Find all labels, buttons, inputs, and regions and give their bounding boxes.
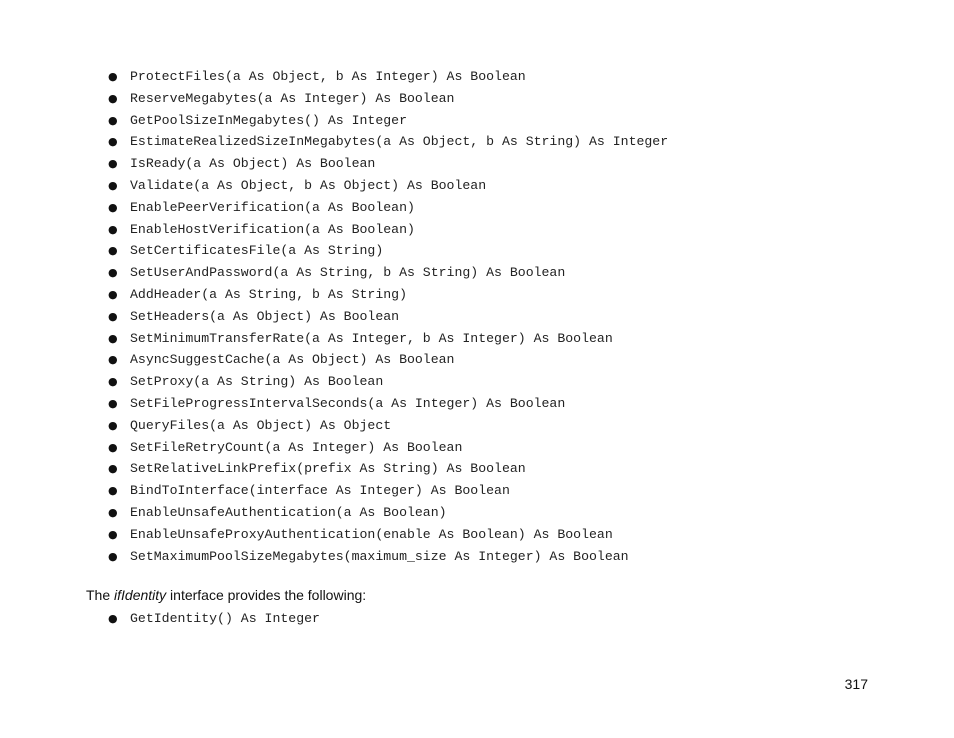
method-signature: AddHeader(a As String, b As String)	[130, 286, 407, 302]
bullet-icon: ●	[108, 505, 118, 519]
list-item	[106, 88, 668, 110]
method-signature: SetProxy(a As String) As Boolean	[130, 374, 384, 390]
method-list	[106, 66, 668, 567]
bullet-icon: ●	[108, 244, 118, 258]
list-item	[106, 371, 668, 393]
intro-prefix: The	[86, 587, 115, 603]
method-signature: EnableUnsafeAuthentication(a As Boolean)	[130, 504, 447, 520]
page-number: 317	[844, 676, 868, 692]
list-item	[106, 437, 668, 459]
list-item	[106, 131, 668, 153]
bullet-icon: ●	[108, 309, 118, 323]
bullet-icon: ●	[108, 418, 118, 432]
list-item	[106, 328, 668, 350]
list-item	[106, 110, 668, 132]
list-item	[106, 306, 668, 328]
list-item	[106, 66, 668, 88]
bullet-icon: ●	[108, 612, 118, 625]
bullet-icon: ●	[108, 287, 118, 301]
method-signature: GetIdentity() As Integer	[130, 611, 320, 626]
method-signature: QueryFiles(a As Object) As Object	[130, 417, 392, 433]
list-item	[106, 153, 668, 175]
bullet-icon: ●	[108, 266, 118, 280]
interface-name: ifIdentity	[114, 587, 167, 603]
list-item	[106, 524, 668, 546]
method-signature: EnableHostVerification(a As Boolean)	[130, 221, 415, 237]
method-signature: ReserveMegabytes(a As Integer) As Boolean	[130, 90, 455, 106]
list-item	[106, 175, 668, 197]
list-item	[106, 284, 668, 306]
intro-suffix: interface provides the following:	[166, 587, 367, 603]
bullet-icon: ●	[108, 70, 118, 83]
list-item	[106, 546, 668, 568]
method-signature: SetRelativeLinkPrefix(prefix As String) As Boolean	[130, 461, 526, 477]
method-signature: SetUserAndPassword(a As String, b As String) As Boolean	[130, 265, 566, 281]
list-item	[106, 240, 668, 262]
identity-intro-text	[86, 587, 366, 603]
bullet-icon: ●	[108, 91, 118, 105]
method-signature: SetHeaders(a As Object) As Boolean	[130, 308, 400, 324]
identity-method-list	[106, 608, 320, 630]
method-signature: SetFileRetryCount(a As Integer) As Boolean	[130, 439, 463, 455]
bullet-icon: ●	[108, 135, 118, 149]
method-signature: SetMinimumTransferRate(a As Integer, b As Integer) As Boolean	[130, 330, 613, 346]
method-signature: EnablePeerVerification(a As Boolean)	[130, 199, 415, 215]
method-signature: SetFileProgressIntervalSeconds(a As Integer) As Boolean	[130, 395, 566, 411]
bullet-icon: ●	[108, 178, 118, 192]
bullet-icon: ●	[108, 157, 118, 171]
method-signature: GetPoolSizeInMegabytes() As Integer	[130, 112, 407, 128]
method-signature: AsyncSuggestCache(a As Object) As Boolean	[130, 352, 455, 368]
bullet-icon: ●	[108, 200, 118, 214]
method-signature: SetCertificatesFile(a As String)	[130, 243, 384, 259]
method-signature: BindToInterface(interface As Integer) As Boolean	[130, 483, 510, 499]
method-signature: ProtectFiles(a As Object, b As Integer) As Boolean	[130, 69, 526, 84]
list-item	[106, 219, 668, 241]
bullet-icon: ●	[108, 527, 118, 541]
bullet-icon: ●	[108, 331, 118, 345]
list-item	[106, 608, 320, 630]
method-signature: Validate(a As Object, b As Object) As Boolean	[130, 177, 487, 193]
list-item	[106, 393, 668, 415]
method-signature: EstimateRealizedSizeInMegabytes(a As Object, b As String) As Integer	[130, 134, 669, 150]
list-item	[106, 502, 668, 524]
bullet-icon: ●	[108, 396, 118, 410]
bullet-icon: ●	[108, 440, 118, 454]
method-signature: SetMaximumPoolSizeMegabytes(maximum_size As Integer) As Boolean	[130, 548, 629, 564]
list-item	[106, 349, 668, 371]
bullet-icon: ●	[108, 113, 118, 127]
method-signature: IsReady(a As Object) As Boolean	[130, 156, 376, 172]
bullet-icon: ●	[108, 484, 118, 498]
bullet-icon: ●	[108, 462, 118, 476]
list-item	[106, 197, 668, 219]
list-item	[106, 415, 668, 437]
bullet-icon: ●	[108, 375, 118, 389]
list-item	[106, 480, 668, 502]
list-item	[106, 458, 668, 480]
list-item	[106, 262, 668, 284]
bullet-icon: ●	[108, 353, 118, 367]
bullet-icon: ●	[108, 222, 118, 236]
method-signature: EnableUnsafeProxyAuthentication(enable As Boolean) As Boolean	[130, 526, 613, 542]
bullet-icon: ●	[108, 549, 118, 563]
